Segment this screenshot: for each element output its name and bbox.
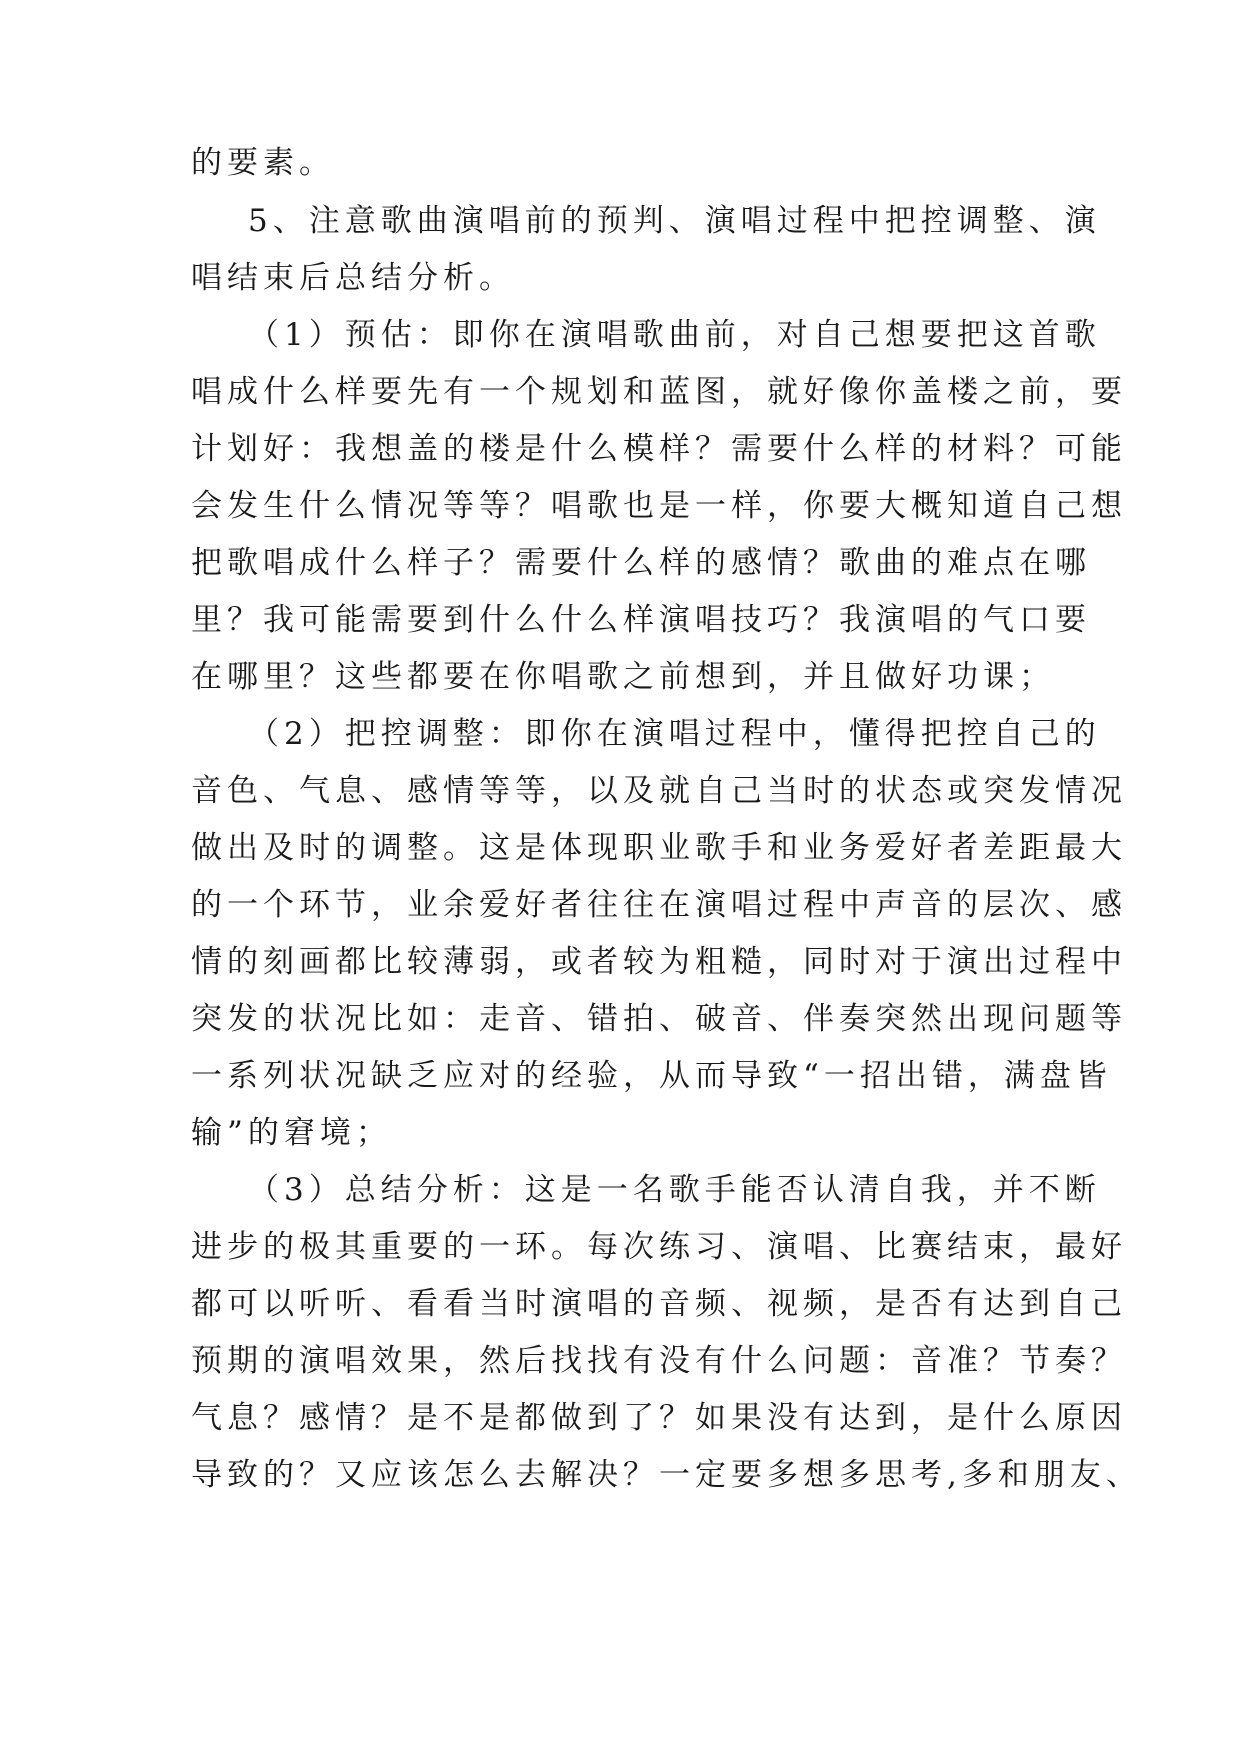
text-line: （1）预估：即你在演唱歌曲前，对自己想要把这首歌 (248, 317, 1101, 353)
text-line: 的要素。 (191, 145, 335, 181)
text-line: 情的刻画都比较薄弱，或者较为粗糙，同时对于演出过程中 (191, 944, 1127, 980)
text-line: 做出及时的调整。这是体现职业歌手和业务爱好者差距最大 (191, 830, 1127, 866)
text-line: 音色、气息、感情等等，以及就自己当时的状态或突发情况 (191, 773, 1127, 809)
text-line: 5、注意歌曲演唱前的预判、演唱过程中把控调整、演 (248, 203, 1101, 239)
text-line: 计划好：我想盖的楼是什么模样？需要什么样的材料？可能 (191, 431, 1127, 467)
text-line: 预期的演唱效果，然后找找有没有什么问题：音准？节奏？ (191, 1343, 1127, 1379)
text-line: 导致的？又应该怎么去解决？一定要多想多思考,多和朋友、 (191, 1457, 1142, 1493)
text-line: 在哪里？这些都要在你唱歌之前想到，并且做好功课； (191, 659, 1055, 695)
text-line: 气息？感情？是不是都做到了？如果没有达到，是什么原因 (191, 1400, 1127, 1436)
text-line: 输”的窘境； (191, 1115, 392, 1151)
text-line: 一系列状况缺乏应对的经验，从而导致“一招出错，满盘皆 (191, 1058, 1112, 1094)
text-line: 会发生什么情况等等？唱歌也是一样，你要大概知道自己想 (191, 488, 1127, 524)
text-line: 把歌唱成什么样子？需要什么样的感情？歌曲的难点在哪 (191, 545, 1091, 581)
text-line: 里？我可能需要到什么什么样演唱技巧？我演唱的气口要 (191, 602, 1091, 638)
text-line: （3）总结分析：这是一名歌手能否认清自我，并不断 (248, 1172, 1101, 1208)
text-line: 进步的极其重要的一环。每次练习、演唱、比赛结束，最好 (191, 1229, 1127, 1265)
text-line: 都可以听听、看看当时演唱的音频、视频，是否有达到自己 (191, 1286, 1127, 1322)
text-line: 的一个环节，业余爱好者往往在演唱过程中声音的层次、感 (191, 887, 1127, 923)
text-line: 唱结束后总结分析。 (191, 260, 515, 296)
text-line: 唱成什么样要先有一个规划和蓝图，就好像你盖楼之前，要 (191, 374, 1127, 410)
text-line: （2）把控调整：即你在演唱过程中，懂得把控自己的 (248, 716, 1101, 752)
text-line: 突发的状况比如：走音、错拍、破音、伴奏突然出现问题等 (191, 1001, 1127, 1037)
